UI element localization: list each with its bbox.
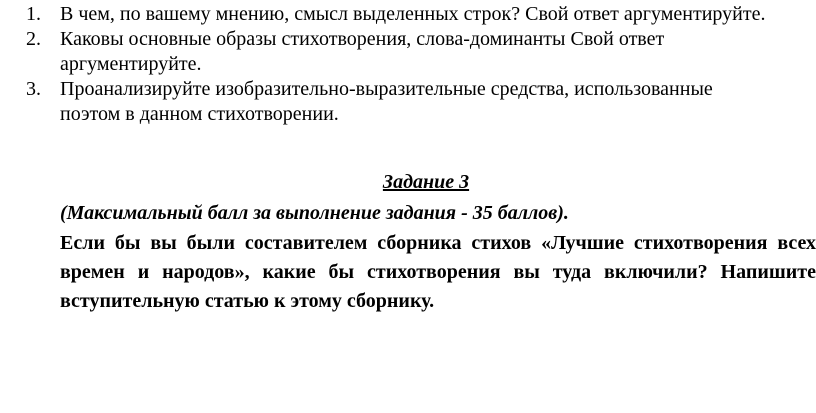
task-title: Задание 3: [382, 171, 470, 193]
question-text-line: аргументируйте.: [60, 53, 202, 75]
task-body-line: Если бы вы были составителем сборника стихов «Лучшие стихотворения всех: [60, 232, 816, 254]
question-number: 1.: [26, 3, 41, 25]
task-body-line: времен и народов», какие бы стихотворения вы туда включили? Напишите: [60, 261, 816, 283]
question-item: [26, 2, 806, 27]
task-body: [60, 229, 816, 316]
question-text-line: В чем, по вашему мнению, смысл выделенных строк? Свой ответ аргументируйте.: [60, 3, 766, 25]
question-number: 3.: [26, 78, 41, 100]
question-item: [26, 27, 806, 77]
task-body-line: вступительную статью к этому сборнику.: [60, 290, 435, 312]
question-text-line: Проанализируйте изобразительно-выразительные средства, использованные: [60, 78, 713, 100]
question-number: 2.: [26, 28, 41, 50]
question-text-line: поэтом в данном стихотворении.: [60, 103, 339, 125]
question-text-line: Каковы основные образы стихотворения, слова-доминанты Свой ответ: [60, 28, 665, 50]
question-item: [26, 77, 806, 127]
task-score-note: (Максимальный балл за выполнение задания - 35 баллов).: [60, 202, 569, 224]
question-list: [26, 2, 806, 127]
